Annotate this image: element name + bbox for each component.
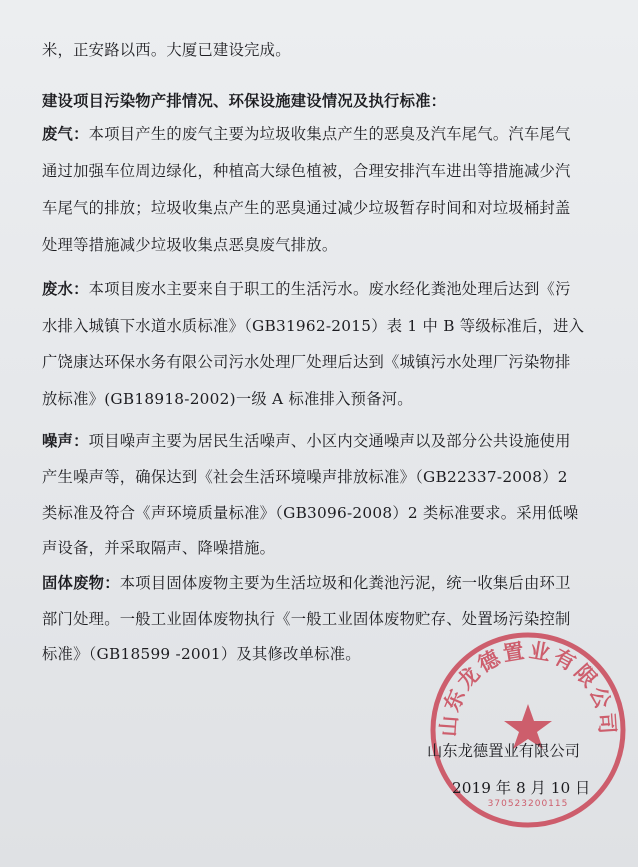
paragraph-noise-line-3: 类标准及符合《声环境质量标准》（GB3096-2008）2 类标准要求。采用低噪 <box>42 504 579 522</box>
paragraph-exhaust-line-4: 处理等措施减少垃圾收集点恶臭废气排放。 <box>42 236 338 254</box>
paragraph-solid-waste-line-3: 标准》（GB18599 -2001）及其修改单标准。 <box>42 645 361 663</box>
solid-waste-label: 固体废物： <box>42 574 120 592</box>
paragraph-noise-line-2: 产生噪声等，确保达到《社会生活环境噪声排放标准》（GB22337-2008）2 <box>42 468 568 486</box>
paragraph-exhaust-line-3: 车尾气的排放；垃圾收集点产生的恶臭通过减少垃圾暂存时间和对垃圾桶封盖 <box>42 199 571 217</box>
paragraph-noise-line-4: 声设备，并采取隔声、降噪措施。 <box>42 539 276 557</box>
exhaust-label: 废气： <box>42 125 89 143</box>
wastewater-label: 废水： <box>42 280 89 298</box>
paragraph-solid-waste-line-1: 固体废物：本项目固体废物主要为生活垃圾和化粪池污泥，统一收集后由环卫 <box>42 574 571 592</box>
signature-date: 2019 年 8 月 10 日 <box>452 779 591 797</box>
paragraph-wastewater-line-4: 放标准》(GB18918-2002)一级 A 标准排入预备河。 <box>42 390 413 408</box>
paragraph-wastewater-line-1: 废水：本项目废水主要来自于职工的生活污水。废水经化粪池处理后达到《污 <box>42 280 571 298</box>
paragraph-exhaust-line-1: 废气：本项目产生的废气主要为垃圾收集点产生的恶臭及汽车尾气。汽车尾气 <box>42 125 571 143</box>
signature-company: 山东龙德置业有限公司 <box>427 742 580 760</box>
svg-text:山东龙德置业有限公司: 山东龙德置业有限公司 <box>436 638 620 738</box>
paragraph-noise-line-1: 噪声：项目噪声主要为居民生活噪声、小区内交通噪声以及部分公共设施使用 <box>42 432 571 450</box>
paragraph-wastewater-line-2: 水排入城镇下水道水质标准》（GB31962-2015）表 1 中 B 等级标准后，进入 <box>42 317 585 335</box>
intro-line: 米，正安路以西。大厦已建设完成。 <box>42 41 291 59</box>
svg-text:370523200115: 370523200115 <box>487 799 569 809</box>
section-heading: 建设项目污染物产排情况、环保设施建设情况及执行标准： <box>42 92 447 110</box>
company-seal <box>420 618 635 833</box>
paragraph-exhaust-line-2: 通过加强车位周边绿化，种植高大绿色植被，合理安排汽车进出等措施减少汽 <box>42 162 571 180</box>
noise-label: 噪声： <box>42 432 89 450</box>
paragraph-solid-waste-line-2: 部门处理。一般工业固体废物执行《一般工业固体废物贮存、处置场污染控制 <box>42 610 571 628</box>
paragraph-wastewater-line-3: 广饶康达环保水务有限公司污水处理厂处理后达到《城镇污水处理厂污染物排 <box>42 353 571 371</box>
